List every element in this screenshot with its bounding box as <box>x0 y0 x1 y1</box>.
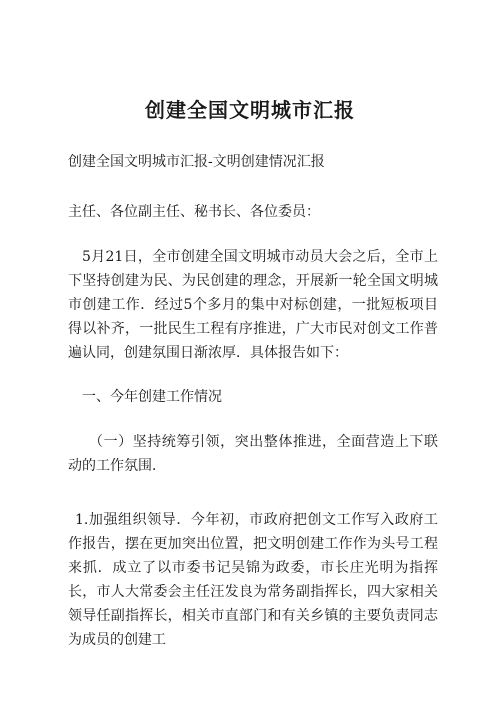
document-subtitle: 创建全国文明城市汇报-文明创建情况汇报 <box>68 154 325 170</box>
paragraph-intro: 5月21日，全市创建全国文明城市动员大会之后，全市上下坚持创建为民、为民创建的理念，开展新一轮全国文明城市创建工作．经过5个多月的集中对标创建，一批短板项目得以补齐，一批民生工程有序推进，广大市民对创文工作普遍认同，创建氛围日渐浓厚．具体报告如下： <box>68 249 438 361</box>
list-item: 1.加强组织领导．今年初，市政府把创文工作写入政府工作报告，摆在更加突出位置，把文明创建工作作为头号工程来抓．成立了以市委书记吴锦为政委，市长庄光明为指挥长，市人大常委会主任汪发良为常务副指挥长，四大家相关领导任副指挥长，相关市直部门和有关乡镇的主要负责同志为成员的创建工 <box>68 512 438 648</box>
section-heading: 一、今年创建工作情况 <box>82 389 222 405</box>
subsection-heading: （一）坚持统筹引领，突出整体推进，全面营造上下联动的工作氛围． <box>68 434 438 474</box>
salutation: 主任、各位副主任、秘书长、各位委员： <box>68 204 320 220</box>
document-title: 创建全国文明城市汇报 <box>145 98 355 122</box>
